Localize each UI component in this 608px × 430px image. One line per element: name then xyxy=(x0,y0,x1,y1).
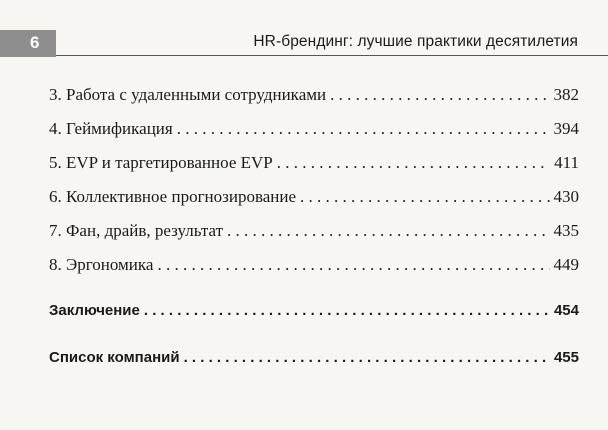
dot-leader xyxy=(144,302,550,319)
toc-entry-page: 455 xyxy=(553,349,579,366)
toc-entry xyxy=(49,187,579,213)
dot-leader xyxy=(177,119,550,139)
dot-leader xyxy=(277,153,550,173)
toc-entry-title: 3. Работа с удаленными сотрудниками xyxy=(49,85,327,104)
page-header xyxy=(0,30,608,57)
toc-entry xyxy=(49,255,579,281)
toc-entry-title: 8. Эргономика xyxy=(49,255,154,274)
toc-entry-page: 454 xyxy=(553,302,579,319)
page-number: 6 xyxy=(30,33,40,52)
toc-entry xyxy=(49,153,579,179)
toc-entry-page: 430 xyxy=(553,187,579,206)
header-rule xyxy=(56,55,608,56)
toc-entry-page: 411 xyxy=(554,153,579,172)
toc-entry-page: 449 xyxy=(553,255,579,274)
running-head: HR-брендинг: лучшие практики десятилетия xyxy=(253,33,578,50)
toc-entry-title: Список компаний xyxy=(49,349,180,366)
toc-entry-title: 7. Фан, драйв, результат xyxy=(49,221,224,240)
dot-leader xyxy=(330,85,549,105)
dot-leader xyxy=(300,187,549,207)
toc-entry-title: 6. Коллективное прогнозирование xyxy=(49,187,297,206)
toc-entry-title: 4. Геймификация xyxy=(49,119,173,138)
toc-entry xyxy=(49,221,579,247)
dot-leader xyxy=(184,349,550,366)
toc-chapter-entry xyxy=(49,349,579,375)
toc-entry-page: 382 xyxy=(553,85,579,104)
toc-entry-title: 5. EVP и таргетированное EVP xyxy=(49,153,273,172)
toc-entry-page: 394 xyxy=(553,119,579,138)
dot-leader xyxy=(157,255,549,275)
page-number-tab xyxy=(0,30,56,57)
dot-leader xyxy=(227,221,549,241)
toc-entry-title: Заключение xyxy=(49,302,140,319)
toc-chapter-entry xyxy=(49,302,579,328)
toc-entry xyxy=(49,85,579,111)
toc-entry xyxy=(49,119,579,145)
toc-entry-page: 435 xyxy=(553,221,579,240)
